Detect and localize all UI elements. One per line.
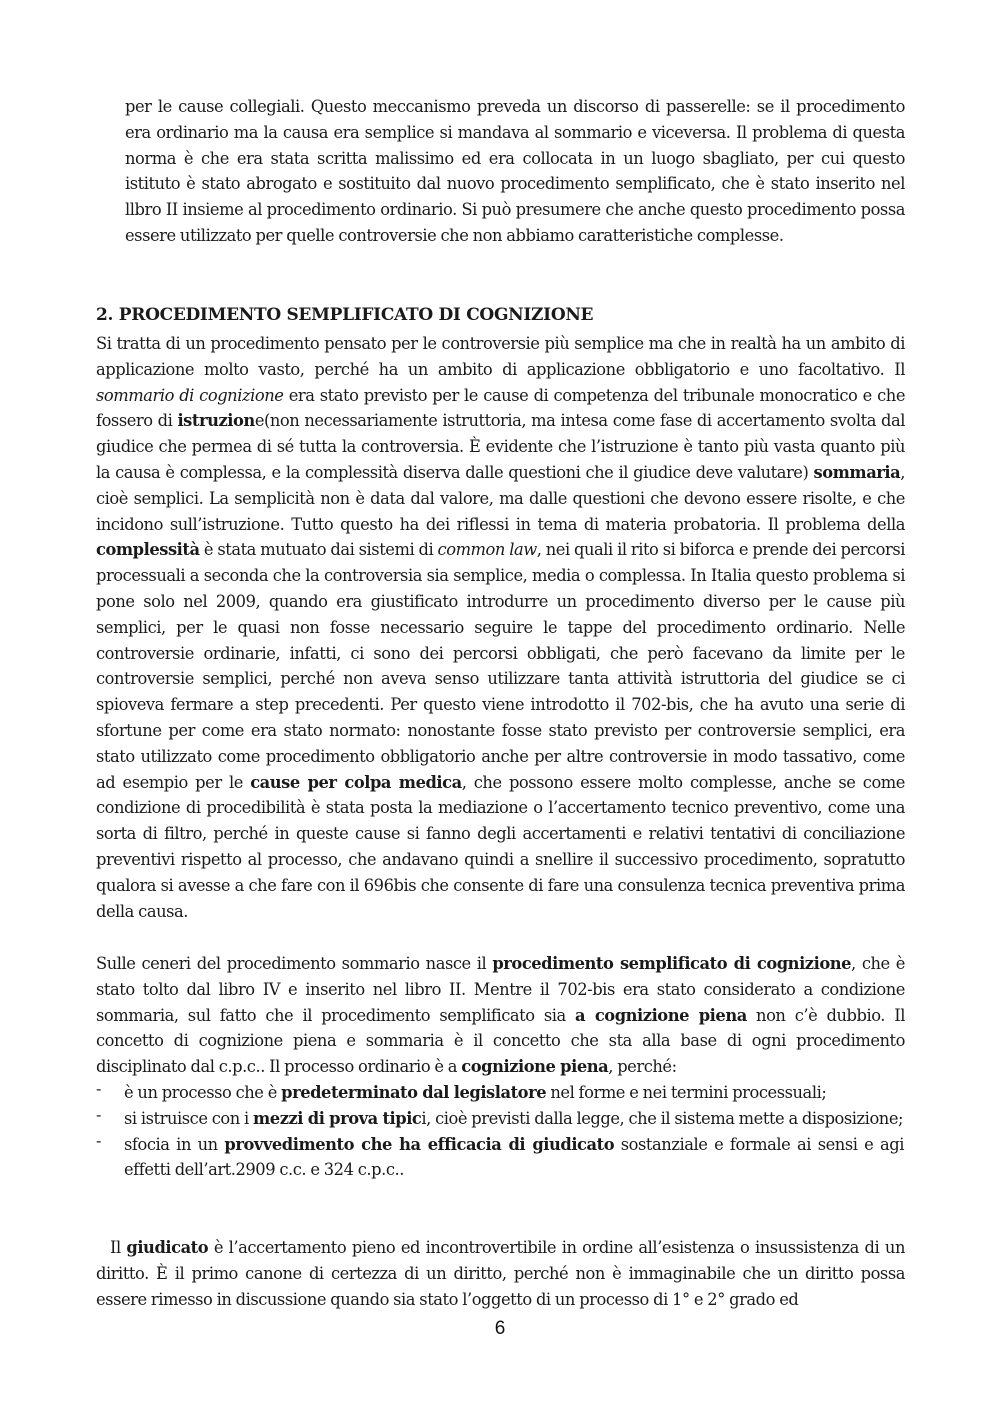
conditions-list bbox=[96, 1080, 904, 1183]
bold-term: sommaria bbox=[813, 462, 901, 482]
text-run: sfocia in un bbox=[124, 1134, 225, 1154]
italic-term: sommario di cognizione bbox=[96, 385, 284, 405]
intro-paragraph: per le cause collegiali. Questo meccanismo preveda un discorso di passerelle: se il procedimento era ordinario ma la causa era semplice si mandava al sommario e viceversa. Il problema di questa norma è che era stata scritta malissimo ed era collocata in un luogo sbagliato, per cui questo istituto è stato abrogato e sostituito dal nuovo procedimento semplificato, che è stato inserito nel llbro II insieme al procedimento ordinario. Si può presumere che anche questo procedimento possa essere utilizzato per quelle controversie che non abbiamo caratteristiche complesse. bbox=[125, 97, 905, 245]
text-run: e(non necessariamente istruttoria, ma intesa come fase di accertamento svolta dal giudice che permea di sé tutta la controversia. È evidente che l’istruzione è tanto più vasta quanto più la causa è complessa, e la complessità diserva dalle questioni che il giudice deve valutare) bbox=[96, 411, 906, 482]
text-run: , perché: bbox=[608, 1057, 677, 1077]
text-run: , nei quali il rito si biforca e prende dei percorsi processuali a seconda che la controversia sia semplice, media o complessa. In Italia questo problema si pone solo nel 2009, quando era giustificato introdurre un procedimento diverso per le cause più semplici, per le quasi non fosse necessario seguire le tappe del procedimento ordinario. Nelle controversie ordinarie, infatti, ci sono dei percorsi obbligati, che però facevano da limite per le controversie semplici, perché non aveva senso utilizzare tanta attività istruttoria del giudice se ci spioveva fermare a step precedenti. Per questo viene introdotto il 702-bis, che ha avuto una serie di sfortune per come era stato normato: nonostante fosse stato previsto per controversie semplici, era stato utilizzato come procedimento obbligatorio anche per altre controversie in modo tassativo, come ad esempio per le bbox=[96, 540, 906, 792]
bold-term: mezzi di prova tipic bbox=[253, 1108, 422, 1128]
text-run: , che è stato tolto dal libro IV e inserito nel libro II. Mentre il 702-bis era stato considerato a condizione sommaria, sul fatto che il procedimento semplificato sia bbox=[96, 954, 905, 1025]
text-run: non c’è dubbio. Il concetto di cognizione piena e sommaria è il concetto che sta alla base di ogni procedimento disciplinato dal c.p.c.. Il processo ordinario è a bbox=[96, 1005, 905, 1077]
text-run: Si tratta di un procedimento pensato per le controversie più semplice ma che in realtà ha un ambito di applicazione molto vasto, perché ha un ambito di applicazione obbligatorio e uno facoltativo. Il bbox=[96, 334, 905, 379]
text-run: nel forme e nei termini processuali; bbox=[546, 1083, 827, 1102]
body-paragraph-3 bbox=[96, 1235, 905, 1312]
text-run: Sulle ceneri del procedimento sommario nasce il bbox=[96, 954, 493, 973]
bold-term: istruzion bbox=[177, 411, 255, 431]
text-run: si istruisce con i bbox=[124, 1108, 254, 1128]
text-run: era stato previsto per le cause di competenza del tribunale monocratico e che fossero di bbox=[96, 385, 905, 431]
bold-term: procedimento semplificato di cognizione bbox=[492, 954, 852, 973]
section-heading: 2. PROCEDIMENTO SEMPLIFICATO DI COGNIZIONE bbox=[96, 305, 594, 325]
page-number: 6 bbox=[494, 1318, 506, 1339]
text-run: , che possono essere molto complesse, anche se come condizione di procedibilità è stata posta la mediazione o l’accertamento tecnico preventivo, come una sorta di filtro, perché in queste cause si fanno degli accertamenti e relativi tentativi di conciliazione preventivi rispetto al processo, che andavano quindi a snellire il successivo procedimento, sopratutto qualora si avesse a che fare con il 696bis che consente di fare una consulenza tecnica preventiva prima della causa. bbox=[96, 772, 905, 921]
list-item bbox=[96, 1106, 904, 1132]
list-item bbox=[96, 1132, 904, 1184]
bold-term: giudicato bbox=[126, 1238, 209, 1257]
text-run: è un processo che è bbox=[124, 1083, 282, 1102]
text-run: è stata mutuato dai sistemi di bbox=[199, 540, 438, 560]
list-item bbox=[96, 1080, 904, 1106]
bold-term: cognizione piena bbox=[461, 1057, 609, 1077]
text-run: i, cioè previsti dalla legge, che il sistema mette a disposizione; bbox=[421, 1108, 904, 1128]
text-run: , cioè semplici. La semplicità non è data dal valore, ma dalle questioni che devono essere risolte, e che incidono sull’istruzione. Tutto questo ha dei riflessi in tema di materia probatoria. Il problema della bbox=[96, 462, 905, 534]
body-paragraph-1 bbox=[96, 331, 905, 924]
bold-term: complessità bbox=[96, 540, 200, 560]
text-run: è l’accertamento pieno ed incontrovertibile in ordine all’esistenza o insussistenza di un diritto. È il primo canone di certezza di un diritto, perché non è immaginabile che un diritto possa essere rimesso in discussione quando sia stato l’oggetto di un processo di 1° e 2° grado ed bbox=[96, 1238, 906, 1309]
bold-term: cause per colpa medica bbox=[250, 772, 462, 792]
text-run: sostanziale e formale ai sensi e agi effetti dell’art.2909 c.c. e 324 c.p.c.. bbox=[124, 1134, 905, 1180]
bold-term: a cognizione piena bbox=[575, 1005, 747, 1025]
bold-term: provvedimento che ha efficacia di giudicato bbox=[224, 1134, 615, 1154]
text-run: Il bbox=[110, 1238, 127, 1257]
italic-term: common law bbox=[437, 540, 537, 560]
bold-term: predeterminato dal legislatore bbox=[281, 1083, 547, 1102]
body-paragraph-2 bbox=[96, 951, 905, 1080]
